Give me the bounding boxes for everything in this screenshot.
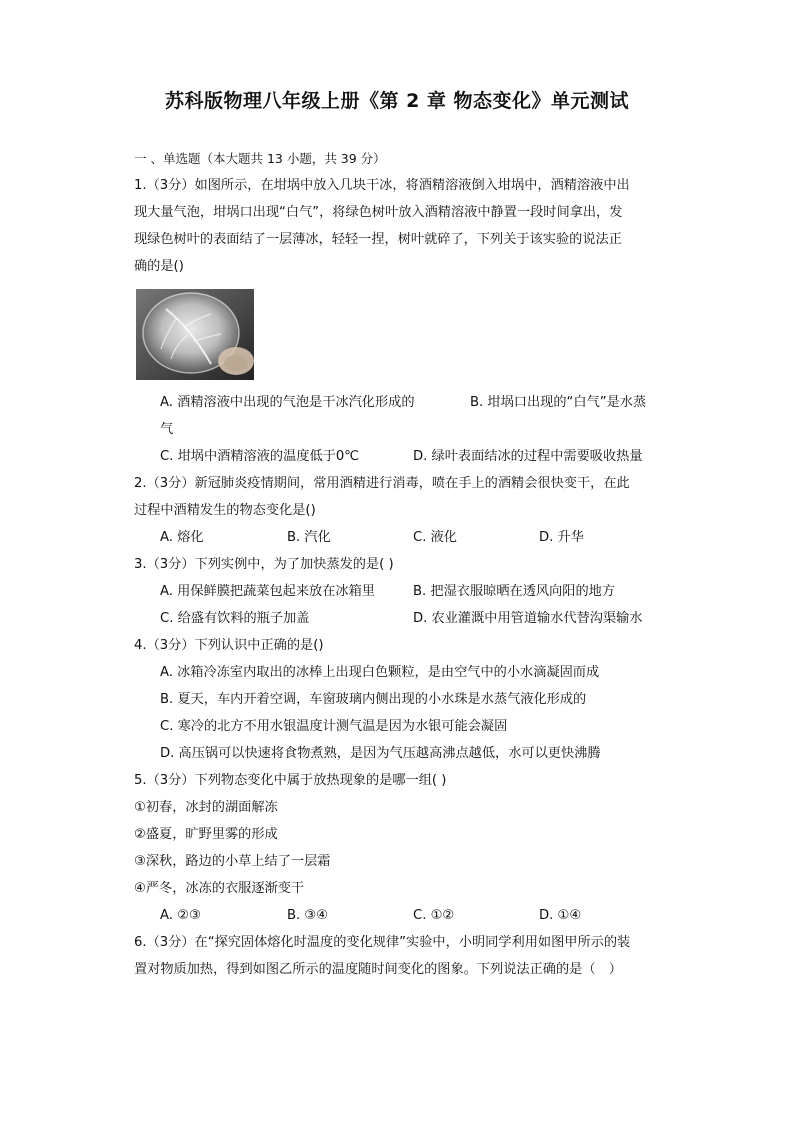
section-heading: 一 、单选题（本大题共 13 小题，共 39 分） (134, 151, 386, 166)
q2-option-c: C. 液化 (413, 530, 457, 545)
q5-item-3: ③深秋，路边的小草上结了一层霜 (134, 854, 331, 869)
q5-item-2: ②盛夏，旷野里雾的形成 (134, 827, 278, 842)
q3-option-d: D. 农业灌溉中用管道输水代替沟渠输水 (413, 611, 643, 626)
q1-option-c: C. 坩埚中酒精溶液的温度低于0℃ (160, 449, 360, 464)
q1-stem-line-2: 现大量气泡，坩埚口出现“白气”，将绿色树叶放入酒精溶液中静置一段时间拿出，发 (134, 205, 623, 220)
q4-option-c: C. 寒冷的北方不用水银温度计测气温是因为水银可能会凝固 (160, 719, 508, 734)
experiment-photo (136, 289, 254, 380)
q1-stem-line-3: 现绿色树叶的表面结了一层薄冰，轻轻一捏，树叶就碎了，下列关于该实验的说法正 (134, 232, 622, 247)
q1-option-b-continued: 气 (160, 422, 174, 437)
q3-stem: 3.（3分）下列实例中，为了加快蒸发的是( ) (134, 557, 394, 572)
q5-option-d: D. ①④ (539, 908, 582, 923)
q1-option-a: A. 酒精溶液中出现的气泡是干冰汽化形成的 (160, 395, 415, 410)
q6-stem-line-1: 6.（3分）在“探究固体熔化时温度的变化规律”实验中，小明同学利用如图甲所示的装 (134, 935, 631, 950)
q1-option-d: D. 绿叶表面结冰的过程中需要吸收热量 (413, 449, 643, 464)
page-title: 苏科版物理八年级上册《第 2 章 物态变化》单元测试 (164, 90, 630, 112)
q3-option-c: C. 给盛有饮料的瓶子加盖 (160, 611, 310, 626)
q2-option-a: A. 熔化 (160, 530, 204, 545)
q2-option-b: B. 汽化 (287, 530, 331, 545)
q2-stem-line-1: 2.（3分）新冠肺炎疫情期间，常用酒精进行消毒，喷在手上的酒精会很快变干，在此 (134, 476, 630, 491)
q4-option-d: D. 高压锅可以快速将食物煮熟，是因为气压越高沸点越低，水可以更快沸腾 (160, 746, 601, 761)
q5-item-4: ④严冬，冰冻的衣服逐渐变干 (134, 881, 305, 896)
q1-stem-line-1: 1.（3分）如图所示，在坩埚中放入几块干冰，将酒精溶液倒入坩埚中，酒精溶液中出 (134, 178, 630, 193)
frozen-leaf-image (136, 289, 254, 380)
q3-option-a: A. 用保鲜膜把蔬菜包起来放在冰箱里 (160, 584, 375, 599)
q4-stem: 4.（3分）下列认识中正确的是() (134, 638, 324, 653)
q1-stem-line-4: 确的是() (134, 259, 184, 274)
q5-option-a: A. ②③ (160, 908, 201, 923)
q2-stem-line-2: 过程中酒精发生的物态变化是() (134, 503, 316, 518)
q5-item-1: ①初春，冰封的湖面解冻 (134, 800, 278, 815)
q2-option-d: D. 升华 (539, 530, 584, 545)
q5-stem: 5.（3分）下列物态变化中属于放热现象的是哪一组( ) (134, 773, 447, 788)
q5-option-c: C. ①② (413, 908, 455, 923)
q1-option-b: B. 坩埚口出现的“白气”是水蒸 (470, 395, 647, 410)
q4-option-a: A. 冰箱冷冻室内取出的冰棒上出现白色颗粒，是由空气中的小水滴凝固而成 (160, 665, 600, 680)
q3-option-b: B. 把湿衣服晾晒在透风向阳的地方 (413, 584, 616, 599)
q5-option-b: B. ③④ (287, 908, 329, 923)
q6-stem-line-2: 置对物质加热，得到如图乙所示的温度随时间变化的图象。下列说法正确的是（ ） (134, 962, 622, 977)
q4-option-b: B. 夏天，车内开着空调，车窗玻璃内侧出现的小水珠是水蒸气液化形成的 (160, 692, 587, 707)
